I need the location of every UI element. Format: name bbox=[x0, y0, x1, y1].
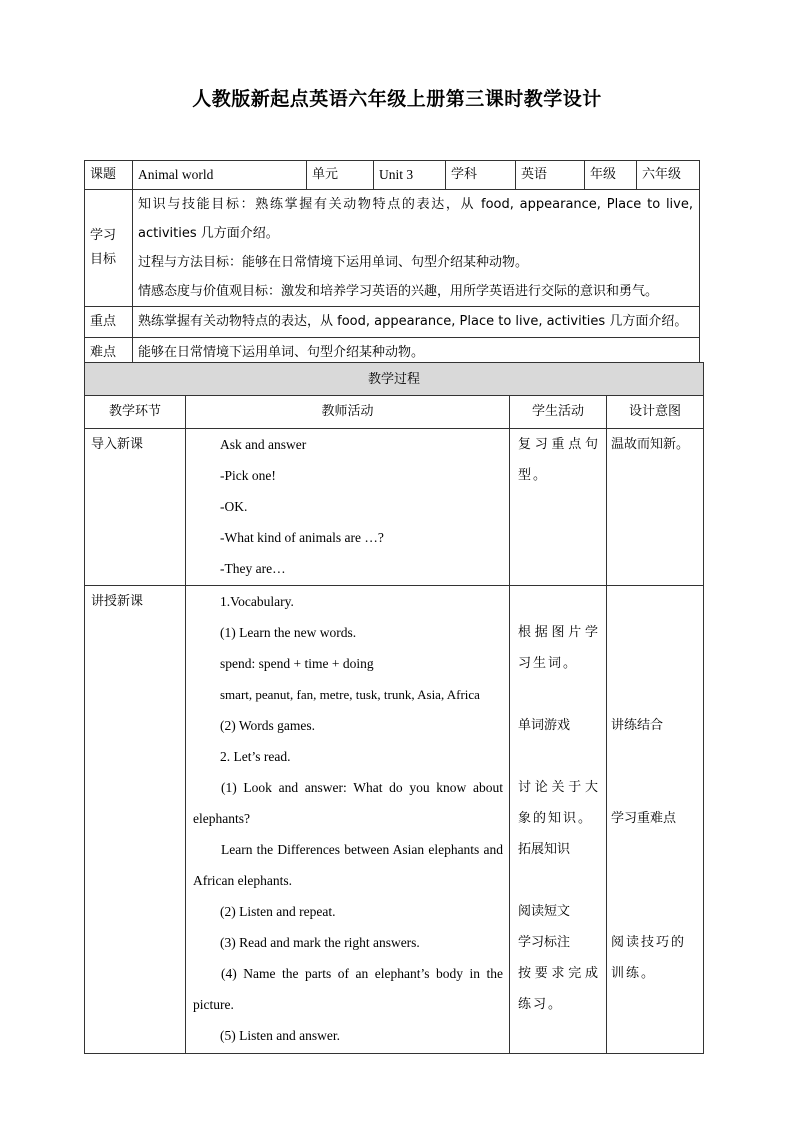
student-activity: 学习标注 bbox=[518, 935, 571, 950]
stage-new-intent bbox=[607, 586, 704, 1054]
teacher-line: 1.Vocabulary. bbox=[220, 594, 294, 609]
unit-value: Unit 3 bbox=[374, 161, 446, 190]
key-value: 熟练掌握有关动物特点的表达，从 food, appearance, Place to live, activities 几方面介绍。 bbox=[133, 307, 700, 338]
process-table bbox=[84, 362, 704, 1054]
teacher-line: -They are… bbox=[220, 561, 286, 576]
teacher-line: 2. Let’s read. bbox=[220, 749, 291, 764]
grade-value: 六年级 bbox=[637, 161, 700, 190]
intent-item: 学习重难点 bbox=[611, 811, 677, 826]
student-activity: 讨论关于大象的知识。 bbox=[518, 780, 600, 826]
objectives-label: 学习目标 bbox=[85, 190, 133, 307]
unit-label: 单元 bbox=[307, 161, 374, 190]
col-header-stage: 教学环节 bbox=[85, 396, 186, 429]
teacher-line: spend: spend + time + doing bbox=[220, 656, 374, 671]
subject-label: 学科 bbox=[446, 161, 516, 190]
stage-intro-student: 复习重点句型。 bbox=[510, 429, 607, 586]
teacher-line: (4) Name the parts of an elephant’s body in the picture. bbox=[193, 966, 503, 1012]
student-activity: 按要求完成练习。 bbox=[518, 966, 600, 1012]
topic-label: 课题 bbox=[85, 161, 133, 190]
stage-intro-name: 导入新课 bbox=[85, 429, 186, 586]
student-activity: 根据图片学习生词。 bbox=[518, 625, 600, 671]
grade-label: 年级 bbox=[585, 161, 637, 190]
key-label: 重点 bbox=[85, 307, 133, 338]
student-activity: 阅读短文 bbox=[518, 904, 571, 919]
teacher-line: (1) Look and answer: What do you know about elephants? bbox=[193, 780, 503, 826]
stage-new-teacher bbox=[186, 586, 510, 1054]
topic-value: Animal world bbox=[133, 161, 307, 190]
teacher-line: smart, peanut, fan, metre, tusk, trunk, Asia, Africa bbox=[220, 687, 480, 702]
stage-intro-intent: 温故而知新。 bbox=[607, 429, 704, 586]
teacher-line: -What kind of animals are …? bbox=[220, 530, 384, 545]
page-title: 人教版新起点英语六年级上册第三课时教学设计 bbox=[192, 88, 602, 110]
teacher-line: (2) Listen and repeat. bbox=[220, 904, 336, 919]
col-header-student: 学生活动 bbox=[510, 396, 607, 429]
teacher-line: Ask and answer bbox=[220, 437, 307, 452]
process-heading: 教学过程 bbox=[85, 363, 704, 396]
info-table bbox=[84, 160, 700, 368]
col-header-teacher: 教师活动 bbox=[186, 396, 510, 429]
teacher-line: -OK. bbox=[220, 499, 248, 514]
subject-value: 英语 bbox=[516, 161, 585, 190]
stage-new-name: 讲授新课 bbox=[85, 586, 186, 1054]
intent-item: 讲练结合 bbox=[611, 718, 664, 733]
teacher-line: (1) Learn the new words. bbox=[220, 625, 357, 640]
difficulty-value: 能够在日常情境下运用单词、句型介绍某种动物。 bbox=[133, 338, 700, 368]
teacher-line: -Pick one! bbox=[220, 468, 276, 483]
stage-new-student bbox=[510, 586, 607, 1054]
student-activity: 拓展知识 bbox=[518, 842, 571, 857]
teacher-line: Learn the Differences between Asian elephants and African elephants. bbox=[193, 842, 503, 888]
col-header-intent: 设计意图 bbox=[607, 396, 704, 429]
teacher-line: (2) Words games. bbox=[220, 718, 316, 733]
objective-process: 过程与方法目标：能够在日常情境下运用单词、句型介绍某种动物。 bbox=[138, 255, 529, 270]
student-activity: 单词游戏 bbox=[518, 718, 571, 733]
intent-item: 阅读技巧的训练。 bbox=[611, 935, 687, 981]
teacher-line: (3) Read and mark the right answers. bbox=[220, 935, 420, 950]
objective-attitude: 情感态度与价值观目标：激发和培养学习英语的兴趣，用所学英语进行交际的意识和勇气。 bbox=[138, 284, 659, 299]
objective-knowledge: 知识与技能目标：熟练掌握有关动物特点的表达，从 food, appearance, Place to live, activities 几方面介绍。 bbox=[138, 197, 693, 241]
teacher-line: (5) Listen and answer. bbox=[220, 1028, 340, 1043]
difficulty-label: 难点 bbox=[85, 338, 133, 368]
stage-intro-teacher bbox=[186, 429, 510, 586]
objectives-cell bbox=[133, 190, 700, 307]
